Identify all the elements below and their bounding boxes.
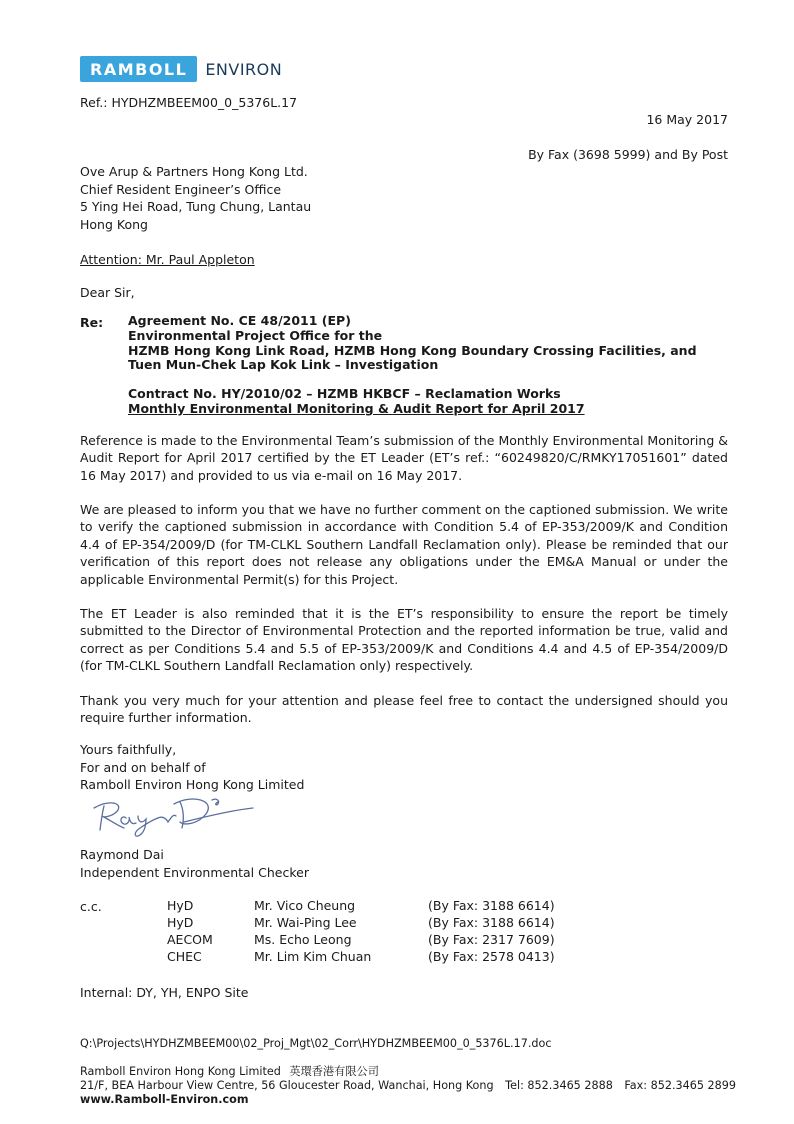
cc-row: [80, 932, 600, 949]
page-footer: [80, 1065, 737, 1108]
cc-organization: HyD: [167, 915, 194, 930]
recipient-address: [80, 163, 311, 233]
address-line: Hong Kong: [80, 216, 148, 232]
file-path: Q:\Projects\HYDHZMBEEM00\02_Proj_Mgt\02_Corr\HYDHZMBEEM00_0_5376L.17.doc: [80, 1037, 552, 1050]
footer-fax: Fax: 852.3465 2899: [624, 1079, 737, 1093]
reference-number: Ref.: HYDHZMBEEM00_0_5376L.17: [80, 95, 298, 110]
contract-line: Contract No. HY/2010/02 – HZMB HKBCF – Reclamation Works: [128, 386, 561, 402]
cc-fax: (By Fax: 3188 6614): [428, 898, 555, 913]
signatory-title: Independent Environmental Checker: [80, 864, 309, 880]
logo-brand: RAMBOLL: [80, 56, 197, 82]
signatory-block: [80, 846, 309, 881]
footer-website-link[interactable]: www.Ramboll-Environ.com: [80, 1093, 249, 1107]
delivery-method: By Fax (3698 5999) and By Post: [528, 147, 728, 162]
cc-organization: CHEC: [167, 949, 202, 964]
address-line: 5 Ying Hei Road, Tung Chung, Lantau: [80, 199, 312, 214]
cc-organization: HyD: [167, 898, 194, 913]
signatory-name: Raymond Dai: [80, 847, 164, 862]
footer-telephone: Tel: 852.3465 2888: [505, 1079, 613, 1093]
cc-person: Mr. Wai-Ping Lee: [254, 915, 357, 930]
body-paragraph: Reference is made to the Environmental Team’s submission of the Monthly Environmental Monitoring & Audit Report for April 2017 certified by the ET Leader (ET’s ref.: “60249820/C/RMKY17051601” dated 16 May 2017) and provided to us via e-mail on 16 May 2017.: [80, 433, 728, 483]
body-paragraph: We are pleased to inform you that we have no further comment on the captioned submission. We write to verify the captioned submission in accordance with Condition 5.4 of EP-353/2009/K and Condition 4.4 of EP-354/2009/D (for TM-CLKL Southern Landfall Reclamation only). Please be reminded that our verification of this report does not release any obligations under the EM&A Manual or under the applicable Environmental Permit(s) for this Project.: [80, 502, 728, 587]
company-logo: [80, 56, 282, 82]
cc-row: [80, 915, 600, 932]
attention-line: Attention: Mr. Paul Appleton: [80, 252, 255, 267]
logo-suffix: ENVIRON: [205, 59, 283, 79]
subject-line: Agreement No. CE 48/2011 (EP): [128, 313, 351, 328]
subject-line: HZMB Hong Kong Link Road, HZMB Hong Kong Boundary Crossing Facilities, and: [128, 342, 697, 358]
subject-block: [128, 314, 728, 417]
internal-distribution: Internal: DY, YH, ENPO Site: [80, 985, 249, 1000]
report-title: Monthly Environmental Monitoring & Audit Report for April 2017: [128, 400, 585, 416]
cc-fax: (By Fax: 2578 0413): [428, 949, 555, 964]
closing-line: For and on behalf of: [80, 759, 206, 775]
address-line: Ove Arup & Partners Hong Kong Ltd.: [80, 164, 308, 179]
cc-row: [80, 949, 600, 966]
cc-fax: (By Fax: 3188 6614): [428, 915, 555, 930]
cc-fax: (By Fax: 2317 7609): [428, 932, 555, 947]
footer-address: 21/F, BEA Harbour View Centre, 56 Gloucester Road, Wanchai, Hong Kong: [80, 1079, 494, 1093]
handwritten-signature: [88, 792, 258, 840]
subject-line: Environmental Project Office for the: [128, 327, 383, 343]
body-paragraph: Thank you very much for your attention and please feel free to contact the undersigned should you require further information.: [80, 693, 728, 726]
re-label: Re:: [80, 315, 104, 330]
subject-line: Tuen Mun-Chek Lap Kok Link – Investigation: [128, 357, 439, 373]
salutation: Dear Sir,: [80, 285, 135, 300]
address-line: Chief Resident Engineer’s Office: [80, 181, 282, 197]
letter-date: 16 May 2017: [646, 112, 728, 127]
cc-label: c.c.: [80, 899, 102, 914]
cc-organization: AECOM: [167, 932, 213, 947]
cc-person: Mr. Lim Kim Chuan: [254, 949, 372, 964]
cc-row: [80, 898, 600, 915]
closing-line: Yours faithfully,: [80, 742, 177, 757]
cc-person: Mr. Vico Cheung: [254, 898, 356, 913]
body-paragraph: The ET Leader is also reminded that it is the ET’s responsibility to ensure the report be timely submitted to the Director of Environmental Protection and the reported information be true, valid and correct as per Conditions 5.4 and 5.5 of EP-353/2009/K and Conditions 4.4 and 4.5 of EP-354/2009/D (for TM-CLKL Southern Landfall Reclamation only) respectively.: [80, 606, 728, 674]
closing-block: [80, 741, 304, 794]
footer-company: Ramboll Environ Hong Kong Limited: [80, 1065, 281, 1078]
footer-company-chinese: 英環香港有限公司: [289, 1065, 379, 1078]
cc-person: Ms. Echo Leong: [254, 932, 352, 947]
closing-line: Ramboll Environ Hong Kong Limited: [80, 777, 305, 792]
